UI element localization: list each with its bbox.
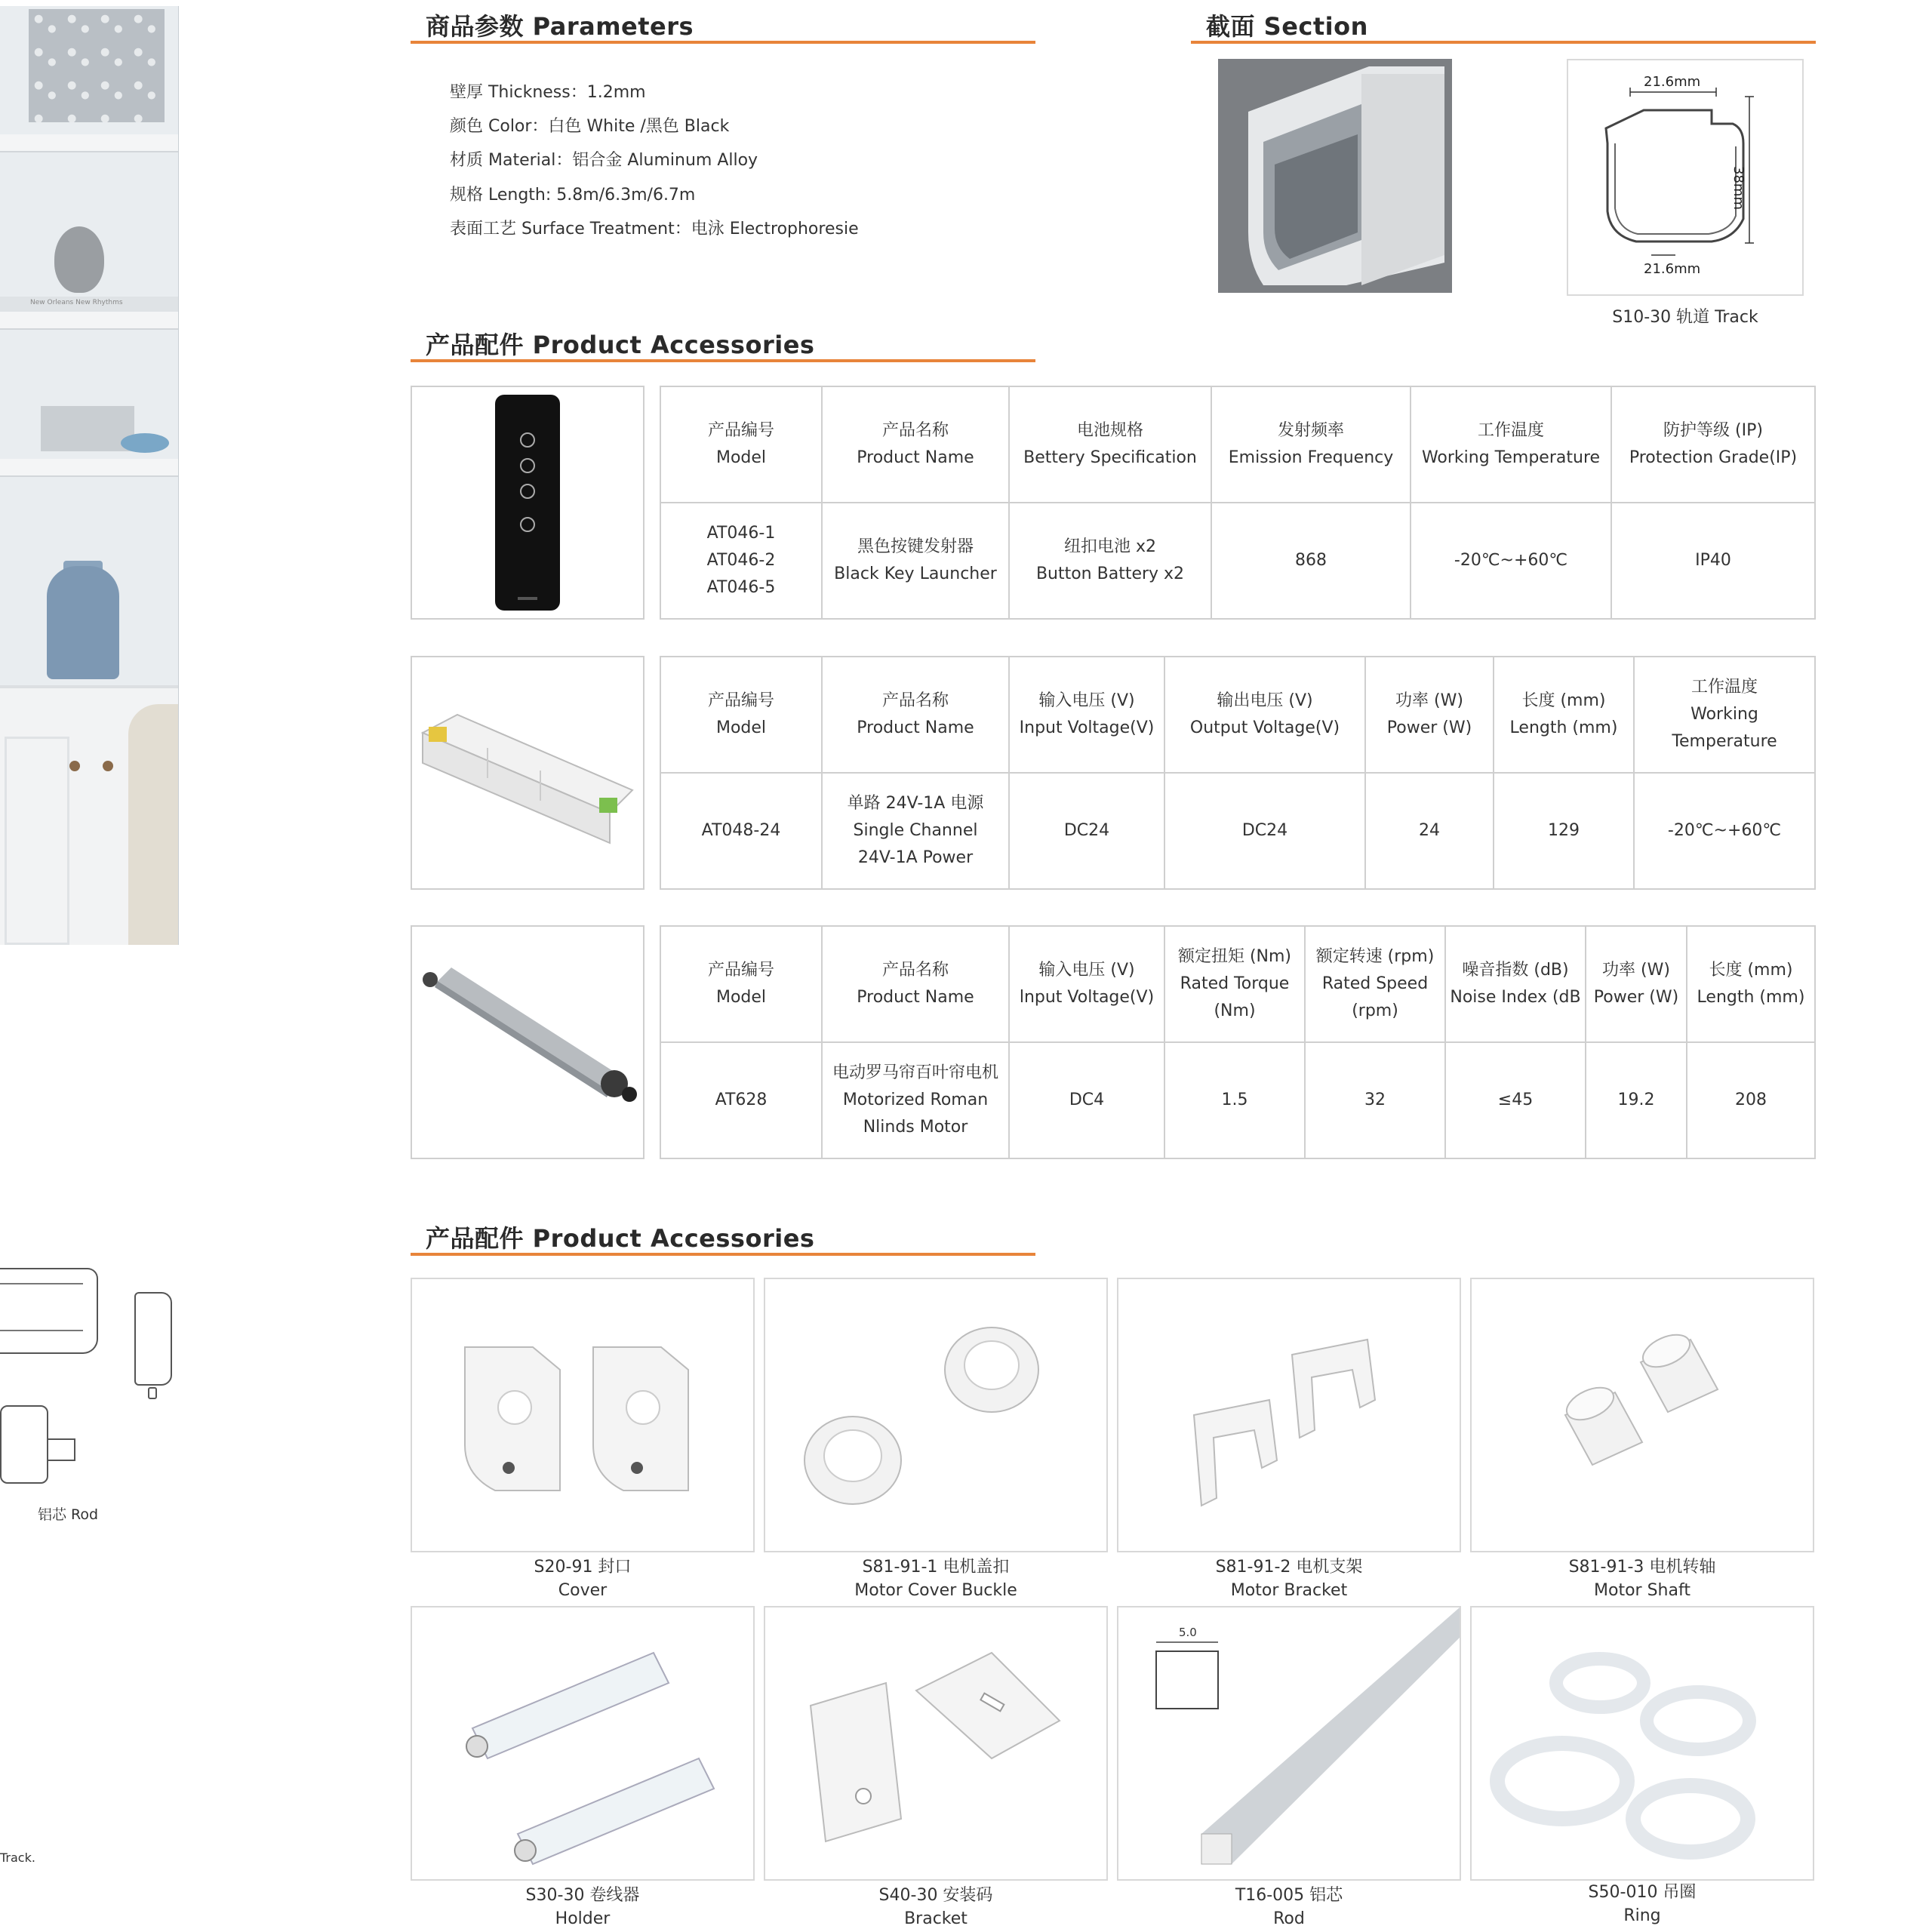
header-cell xyxy=(1009,657,1164,773)
cell-text: 868 xyxy=(1295,551,1327,570)
cell-text: Product Name xyxy=(857,718,974,737)
header-cell xyxy=(1494,657,1634,773)
section-underline xyxy=(1191,41,1816,44)
cell-text: 产品名称 xyxy=(881,421,949,440)
part-code: S40-30 安装码 xyxy=(878,1886,993,1905)
cell-text: 电池规格 xyxy=(1076,421,1143,440)
value-cell xyxy=(1411,503,1611,619)
header-cell xyxy=(660,386,822,503)
header-cell xyxy=(1211,386,1411,503)
cell-text: Working Temperature xyxy=(1421,448,1601,467)
value-cell xyxy=(660,773,822,889)
track-section-drawing xyxy=(1567,59,1804,296)
header-cell xyxy=(1009,386,1211,503)
table-header-row xyxy=(660,657,1815,773)
mounting-bracket-icon xyxy=(765,1607,1106,1879)
dim-bottom-label: 21.6mm xyxy=(1644,261,1701,277)
cell-text: 产品编号 xyxy=(707,691,774,710)
part-caption xyxy=(1470,1555,1814,1602)
parameters-heading: 商品参数 Parameters xyxy=(426,12,694,41)
motor-cover-rings-icon xyxy=(765,1279,1106,1551)
part-caption xyxy=(764,1555,1108,1602)
cell-text: Single Channel xyxy=(853,821,978,840)
part-name: Bracket xyxy=(904,1909,968,1928)
cell-text: Length (mm) xyxy=(1697,988,1805,1007)
rod-sketch-label: 铝芯 Rod xyxy=(38,1506,99,1523)
rod-dim-label: 5.0 xyxy=(1179,1626,1197,1639)
cell-text: 1.5 xyxy=(1221,1091,1248,1109)
header-cell xyxy=(660,657,822,773)
cell-text: Model xyxy=(715,448,767,467)
section-heading: 截面 Section xyxy=(1206,12,1368,41)
track-sketch-footer: Track. xyxy=(0,1850,35,1865)
cell-text: -20℃~+60℃ xyxy=(1454,551,1568,570)
cell-text: AT048-24 xyxy=(701,821,781,840)
param-length: 规格 Length: 5.8m/6.3m/6.7m xyxy=(450,186,696,205)
part-code: S20-91 封口 xyxy=(534,1558,632,1577)
part-code: S81-91-1 电机盖扣 xyxy=(862,1558,1010,1577)
header-cell xyxy=(1305,926,1445,1042)
accessories-underline xyxy=(411,359,1035,362)
table-row xyxy=(660,503,1815,619)
cell-text: Model xyxy=(715,718,767,737)
part-caption xyxy=(411,1884,755,1930)
cell-text: 24 xyxy=(1419,821,1440,840)
part-rod-image xyxy=(1117,1606,1461,1881)
part-caption xyxy=(1117,1555,1461,1602)
cell-text: 输入电压 (V) xyxy=(1038,691,1135,710)
hanging-rings-icon xyxy=(1472,1607,1813,1879)
cell-text: Protection Grade(IP) xyxy=(1629,448,1798,467)
cell-text: 噪音指数 (dB) xyxy=(1462,961,1569,980)
part-motor-cover-buckle-image xyxy=(764,1278,1108,1552)
value-cell xyxy=(1445,1042,1586,1158)
cell-text: 产品编号 xyxy=(707,961,774,980)
cell-text: ≤45 xyxy=(1497,1091,1534,1109)
cabinet-knob xyxy=(103,761,113,771)
cell-text: Model xyxy=(715,988,767,1007)
header-cell xyxy=(1611,386,1815,503)
part-code: T16-005 铝芯 xyxy=(1235,1886,1343,1905)
motor-bracket-clips-icon xyxy=(1118,1279,1460,1551)
value-cell xyxy=(660,1042,822,1158)
part-name: Rod xyxy=(1273,1909,1305,1928)
shelf xyxy=(0,312,178,330)
value-cell xyxy=(1586,1042,1687,1158)
cell-text: Bettery Specification xyxy=(1023,448,1197,467)
cell-text: 额定扭矩 (Nm) xyxy=(1177,947,1292,966)
header-cell xyxy=(1009,926,1164,1042)
bird-ornament xyxy=(121,433,169,453)
part-code: S30-30 卷线器 xyxy=(525,1886,640,1905)
value-cell xyxy=(1211,503,1411,619)
header-cell xyxy=(1164,926,1305,1042)
cell-text: AT046-5 xyxy=(706,578,776,597)
end-cover-caps-icon xyxy=(412,1279,753,1551)
cell-text: 黑色按键发射器 xyxy=(857,537,974,556)
cell-text: 输入电压 (V) xyxy=(1038,961,1135,980)
cell-text: Black Key Launcher xyxy=(834,565,997,583)
value-cell xyxy=(1634,773,1815,889)
dim-top-label: 21.6mm xyxy=(1644,74,1701,90)
part-name: Holder xyxy=(555,1909,611,1928)
cell-text: 产品名称 xyxy=(881,961,949,980)
end-cap-pin-sketch xyxy=(148,1387,157,1399)
chair xyxy=(128,704,179,945)
track-dimension-icon xyxy=(1568,60,1802,294)
accessories-underline-2 xyxy=(411,1253,1035,1256)
value-cell xyxy=(1365,773,1494,889)
part-name: Motor Cover Buckle xyxy=(854,1581,1017,1600)
motor-head-sketch xyxy=(0,1405,48,1484)
value-cell xyxy=(660,503,822,619)
cell-text: Emission Frequency xyxy=(1228,448,1394,467)
header-cell xyxy=(1687,926,1815,1042)
cell-text: Input Voltage(V) xyxy=(1019,718,1155,737)
value-cell xyxy=(1611,503,1815,619)
dim-side-label: 38mm xyxy=(1730,166,1746,210)
cell-text: Working xyxy=(1690,705,1758,724)
cell-text: 纽扣电池 x2 xyxy=(1063,537,1156,556)
cell-text: Product Name xyxy=(857,988,974,1007)
cell-text: Button Battery x2 xyxy=(1035,565,1185,583)
header-cell xyxy=(822,926,1009,1042)
part-cover-image xyxy=(411,1278,755,1552)
cell-text: Length (mm) xyxy=(1509,718,1618,737)
power-spec-table xyxy=(660,656,1816,890)
cell-text: 24V-1A Power xyxy=(857,848,974,867)
cell-text: 长度 (mm) xyxy=(1521,691,1606,710)
power-supply-icon xyxy=(412,657,643,888)
value-cell xyxy=(1164,1042,1305,1158)
value-cell xyxy=(1687,1042,1815,1158)
value-cell xyxy=(822,773,1009,889)
cell-text: (rpm) xyxy=(1352,1001,1398,1020)
remote-control-icon xyxy=(412,387,643,618)
parameters-underline xyxy=(411,41,1035,44)
motor-spec-table xyxy=(660,925,1816,1159)
param-surface: 表面工艺 Surface Treatment：电泳 Electrophoresie xyxy=(450,220,859,238)
cell-text: Rated Speed xyxy=(1321,974,1429,993)
cell-text: DC4 xyxy=(1069,1091,1105,1109)
part-caption xyxy=(764,1884,1108,1930)
cell-text: Motorized Roman xyxy=(842,1091,989,1109)
part-motor-shaft-image xyxy=(1470,1278,1814,1552)
header-cell xyxy=(1164,657,1365,773)
blue-vase xyxy=(47,566,119,679)
value-cell xyxy=(1009,773,1164,889)
cell-text: Power (W) xyxy=(1593,988,1679,1007)
shelf xyxy=(0,134,178,152)
value-cell xyxy=(822,503,1009,619)
part-code: S81-91-2 电机支架 xyxy=(1215,1558,1363,1577)
header-cell xyxy=(1411,386,1611,503)
cell-text: Rated Torque xyxy=(1180,974,1290,993)
cell-text: 工作温度 xyxy=(1477,421,1544,440)
cell-text: 19.2 xyxy=(1617,1091,1655,1109)
header-cell xyxy=(1365,657,1494,773)
header-cell xyxy=(822,657,1009,773)
cell-text: 功率 (W) xyxy=(1602,961,1670,980)
cell-text: Noise Index (dB xyxy=(1450,988,1581,1007)
book-stack xyxy=(0,297,178,312)
header-cell xyxy=(1634,657,1815,773)
cell-text: 长度 (mm) xyxy=(1709,961,1793,980)
book-spine-text: New Orleans New Rhythms xyxy=(30,299,123,306)
cell-text: (Nm) xyxy=(1214,1001,1256,1020)
part-caption xyxy=(411,1555,755,1602)
remote-control-image xyxy=(411,386,645,620)
ornamental-panel xyxy=(29,9,165,122)
part-motor-bracket-image xyxy=(1117,1278,1461,1552)
part-caption xyxy=(1117,1884,1461,1930)
cell-text: AT628 xyxy=(715,1091,768,1109)
cell-text: 电动罗马帘百叶帘电机 xyxy=(832,1063,998,1082)
cell-text: DC24 xyxy=(1241,821,1288,840)
accessories-heading: 产品配件 Product Accessories xyxy=(426,331,815,359)
cell-text: DC24 xyxy=(1063,821,1110,840)
cell-text: Power (W) xyxy=(1386,718,1472,737)
cell-text: 208 xyxy=(1735,1091,1767,1109)
track-section-photo xyxy=(1218,59,1452,293)
cord-holder-tubes-icon xyxy=(412,1607,753,1879)
cell-text: 防护等级 (IP) xyxy=(1663,421,1763,440)
param-material: 材质 Material：铝合金 Aluminum Alloy xyxy=(450,151,758,170)
track-profile-icon xyxy=(1218,59,1452,293)
part-code: S50-010 吊圈 xyxy=(1588,1883,1697,1902)
cell-text: 129 xyxy=(1548,821,1580,840)
cell-text: 32 xyxy=(1364,1091,1386,1109)
cell-text: 工作温度 xyxy=(1690,678,1758,697)
value-cell xyxy=(1494,773,1634,889)
cell-text: lnput Voltage(V) xyxy=(1019,988,1155,1007)
part-name: Motor Shaft xyxy=(1594,1581,1690,1600)
param-color: 颜色 Color：白色 White /黑色 Black xyxy=(450,117,730,136)
value-cell xyxy=(1164,773,1365,889)
cell-text: AT046-2 xyxy=(706,551,776,570)
cell-text: 发射频率 xyxy=(1277,421,1344,440)
power-supply-image xyxy=(411,656,645,890)
cell-text: Output Voltage(V) xyxy=(1189,718,1340,737)
interior-shelf-photo xyxy=(0,6,179,945)
pear-ornament xyxy=(54,226,104,293)
accessories-heading-2: 产品配件 Product Accessories xyxy=(426,1224,815,1253)
cell-text: 产品名称 xyxy=(881,691,949,710)
part-bracket-image xyxy=(764,1606,1108,1881)
part-name: Motor Bracket xyxy=(1230,1581,1348,1600)
cell-text: IP40 xyxy=(1695,551,1731,570)
table-row xyxy=(660,773,1815,889)
cell-text: 额定转速 (rpm) xyxy=(1315,947,1435,966)
shelf xyxy=(0,459,178,477)
value-cell xyxy=(822,1042,1009,1158)
table-header-row xyxy=(660,926,1815,1042)
aluminum-rod-icon xyxy=(1118,1607,1460,1879)
part-name: Cover xyxy=(558,1581,608,1600)
param-thickness: 壁厚 Thickness：1.2mm xyxy=(450,83,646,102)
rod-sketch xyxy=(47,1438,75,1461)
value-cell xyxy=(1305,1042,1445,1158)
cell-text: Temperature xyxy=(1672,732,1777,751)
header-cell xyxy=(822,386,1009,503)
tubular-motor-image xyxy=(411,925,645,1159)
section-caption: S10-30 轨道 Track xyxy=(1612,308,1758,327)
end-cap-sketch xyxy=(134,1292,172,1386)
part-name: Ring xyxy=(1623,1906,1661,1925)
cell-text: Product Name xyxy=(857,448,974,467)
cell-text: 输出电压 (V) xyxy=(1217,691,1313,710)
part-caption xyxy=(1470,1881,1814,1927)
cell-text: 功率 (W) xyxy=(1395,691,1463,710)
header-cell xyxy=(1445,926,1586,1042)
part-code: S81-91-3 电机转轴 xyxy=(1568,1558,1716,1577)
cell-text: -20℃~+60℃ xyxy=(1667,821,1782,840)
value-cell xyxy=(1009,1042,1164,1158)
header-cell xyxy=(660,926,822,1042)
track-sketch xyxy=(0,1268,98,1354)
cabinet-knob xyxy=(69,761,80,771)
cell-text: AT046-1 xyxy=(706,524,776,543)
cabinet-door xyxy=(5,737,69,945)
part-ring-image xyxy=(1470,1606,1814,1881)
cell-text: 单路 24V-1A 电源 xyxy=(847,794,984,813)
remote-spec-table xyxy=(660,386,1816,620)
value-cell xyxy=(1009,503,1211,619)
table-row xyxy=(660,1042,1815,1158)
part-holder-image xyxy=(411,1606,755,1881)
motor-shaft-sleeves-icon xyxy=(1472,1279,1813,1551)
cell-text: Nlinds Motor xyxy=(863,1118,968,1137)
table-header-row xyxy=(660,386,1815,503)
tubular-motor-icon xyxy=(412,927,643,1158)
header-cell xyxy=(1586,926,1687,1042)
cell-text: 产品编号 xyxy=(707,421,774,440)
